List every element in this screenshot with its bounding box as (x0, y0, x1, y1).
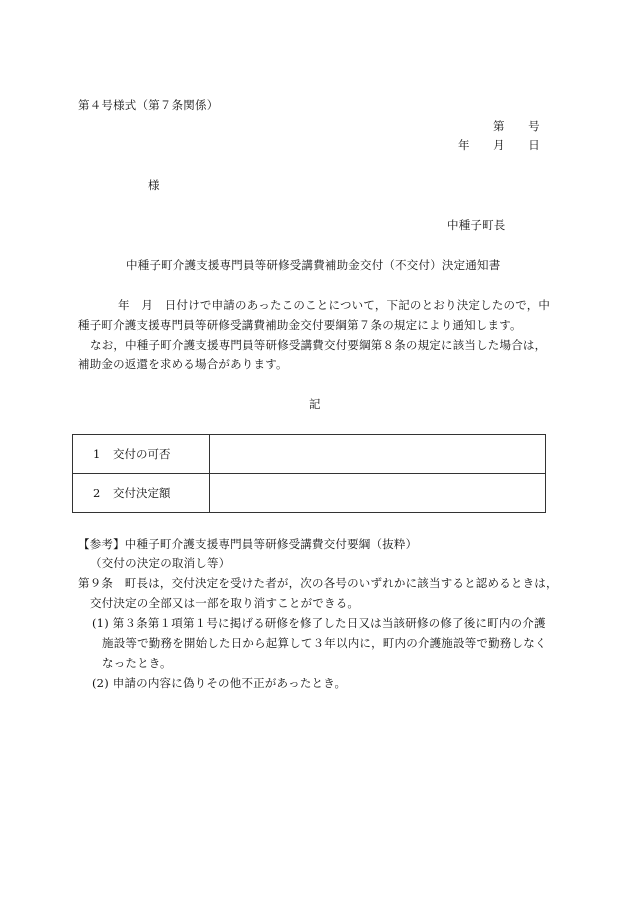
row-number: 1 (93, 447, 101, 461)
grant-decision-field[interactable] (210, 435, 546, 474)
row-label (73, 435, 210, 474)
ki-label: 記 (309, 397, 321, 411)
row-label-text: 交付の可否 (113, 447, 171, 461)
item1-line1: (1) 第３条第１項第１号に掲げる研修を修了した日又は当該研修の修了後に町内の介護 (92, 616, 546, 630)
reference-subheading: （交付の決定の取消し等） (90, 556, 231, 570)
form-number: 第４号様式（第７条関係） (78, 98, 219, 112)
grant-amount-field[interactable] (210, 474, 546, 513)
sender-name: 中種子町長 (447, 218, 506, 232)
article9-line2: 交付決定の全部又は一部を取り消すことができる。 (90, 596, 360, 610)
item1-line2: 施設等で勤務を開始した日から起算して３年以内に，町内の介護施設等で勤務しなく (102, 636, 547, 650)
row-label-text: 交付決定額 (113, 486, 171, 500)
item1-line3: なったとき。 (102, 656, 172, 670)
row-number: 2 (93, 486, 101, 500)
body-para1-line1: 年 月 日付けで申請のあったこのことについて，下記のとおり決定したので，中 (118, 298, 551, 312)
table-row (73, 435, 546, 474)
reference-heading: 【参考】中種子町介護支援専門員等研修受講費交付要綱（抜粋） (78, 537, 418, 551)
document-title: 中種子町介護支援専門員等研修受講費補助金交付（不交付）決定通知書 (126, 258, 501, 272)
row-label (73, 474, 210, 513)
article9-line1: 第９条 町長は，交付決定を受けた者が，次の各号のいずれかに該当すると認めるときは， (78, 576, 558, 590)
body-para2-line1: なお，中種子町介護支援専門員等研修受講費交付要綱第８条の規定に該当した場合は， (90, 338, 547, 352)
issue-date: 年 月 日 (458, 138, 540, 152)
decision-table (72, 434, 546, 513)
table-row (73, 474, 546, 513)
reference-number: 第 号 (493, 119, 540, 133)
body-para1-line2: 種子町介護支援専門員等研修受講費補助金交付要綱第７条の規定により通知します。 (78, 318, 522, 332)
body-para2-line2: 補助金の返還を求める場合があります。 (78, 357, 288, 371)
addressee-sama: 様 (148, 178, 160, 192)
item2: (2) 申請の内容に偽りその他不正があったとき。 (92, 676, 347, 690)
